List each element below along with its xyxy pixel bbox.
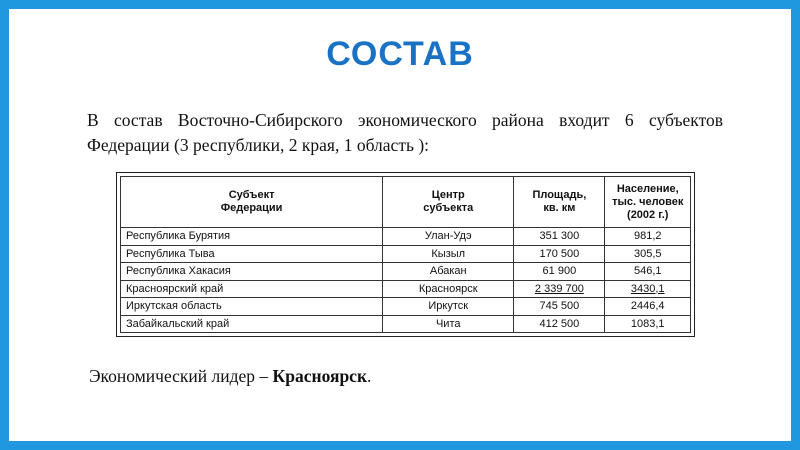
header-pop-line1: Население, (616, 182, 679, 195)
header-center-line2: субъекта (423, 202, 474, 214)
cell-subject: Иркутская область (121, 298, 383, 316)
cell-area-underlined: 2 339 700 (534, 282, 584, 295)
cell-subject: Республика Тыва (121, 245, 383, 263)
cell-center: Улан-Удэ (383, 228, 514, 246)
economic-leader-line (89, 366, 371, 387)
header-area-line2: кв. км (543, 202, 576, 214)
table-row (121, 315, 691, 333)
cell-population: 305,5 (605, 245, 691, 263)
header-pop-line3: (2002 г.) (627, 208, 669, 221)
cell-subject: Республика Хакасия (121, 263, 383, 281)
cell-subject: Республика Бурятия (121, 228, 383, 246)
header-pop-line2: тыс. человек (612, 195, 684, 208)
header-subject (121, 177, 383, 228)
cell-area (514, 280, 605, 298)
subjects-table (120, 176, 691, 333)
cell-center: Красноярск (383, 280, 514, 298)
header-population (605, 177, 691, 228)
table-row (121, 245, 691, 263)
cell-area: 412 500 (514, 315, 605, 333)
intro-paragraph: В состав Восточно-Сибирского экономического района входит 6 субъектов Федерации (3 республики, 2 края, 1 область ): (87, 110, 723, 155)
leader-city: Красноярск (272, 366, 368, 386)
leader-prefix: Экономический лидер – (89, 366, 273, 386)
cell-subject: Красноярский край (121, 280, 383, 298)
table-row (121, 228, 691, 246)
header-area-line1: Площадь, (532, 189, 587, 201)
slide-title: СОСТАВ (326, 35, 474, 73)
table-row (121, 280, 691, 298)
header-center (383, 177, 514, 228)
cell-area: 351 300 (514, 228, 605, 246)
leader-suffix: . (367, 366, 372, 386)
header-area (514, 177, 605, 228)
table-row (121, 298, 691, 316)
cell-population-underlined: 3430,1 (630, 282, 665, 295)
cell-population: 2446,4 (605, 298, 691, 316)
cell-population: 981,2 (605, 228, 691, 246)
cell-subject: Забайкальский край (121, 315, 383, 333)
header-subject-line1: Субъект (228, 189, 275, 201)
cell-center: Чита (383, 315, 514, 333)
cell-center: Абакан (383, 263, 514, 281)
cell-center: Иркутск (383, 298, 514, 316)
table-header-row (121, 177, 691, 228)
cell-area: 170 500 (514, 245, 605, 263)
header-subject-line2: Федерации (220, 202, 283, 214)
cell-area: 745 500 (514, 298, 605, 316)
subjects-table-frame (116, 172, 695, 337)
cell-population: 1083,1 (605, 315, 691, 333)
cell-area: 61 900 (514, 263, 605, 281)
cell-population: 546,1 (605, 263, 691, 281)
table-row (121, 263, 691, 281)
cell-population (605, 280, 691, 298)
header-center-line1: Центр (431, 189, 465, 201)
cell-center: Кызыл (383, 245, 514, 263)
